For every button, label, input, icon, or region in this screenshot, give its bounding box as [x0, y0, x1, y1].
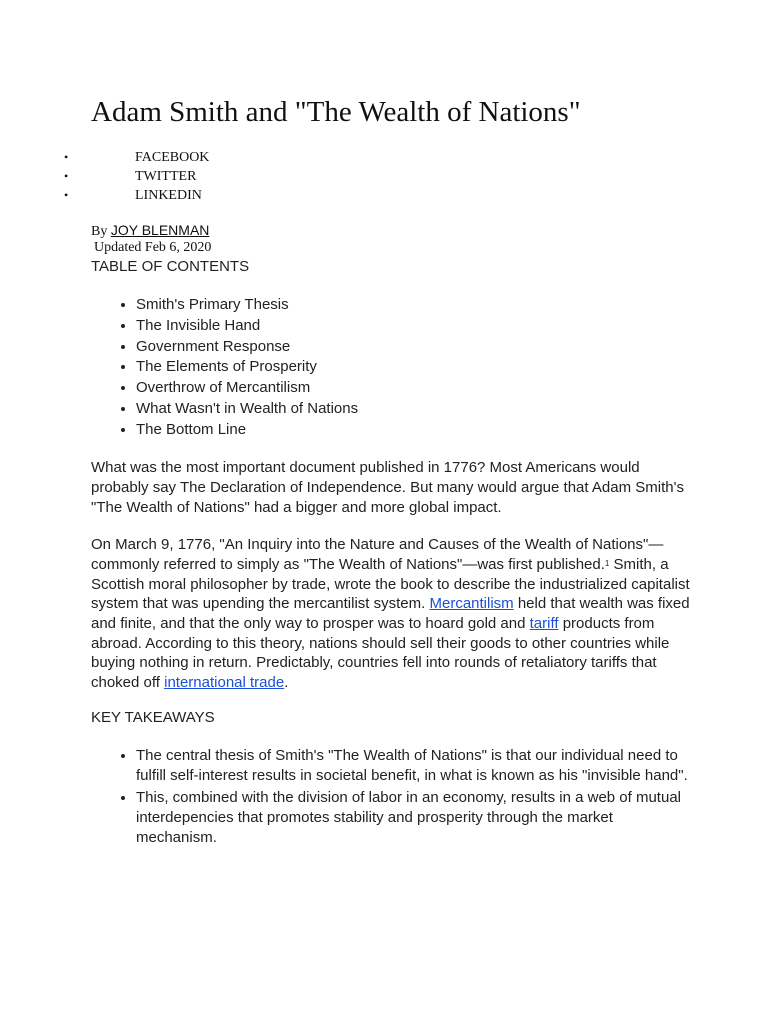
updated-date: Updated Feb 6, 2020 [94, 240, 212, 255]
key-takeaways-heading: KEY TAKEAWAYS [91, 709, 215, 727]
bullet-icon: • [64, 169, 69, 183]
article-title: Adam Smith and "The Wealth of Nations" [91, 96, 581, 128]
text-run: On March 9, 1776, "An Inquiry into the Nature and Causes of the Wealth of Nations"—commonly referred to simply as "The Wealth of Nations"—was first published. [91, 535, 664, 574]
toc-item[interactable]: • What Wasn't in Wealth of Nations [136, 399, 691, 420]
linkedin-share-link[interactable]: LINKEDIN [135, 188, 202, 203]
tariff-link[interactable]: tariff [529, 614, 559, 632]
toc-item[interactable]: • Government Response [136, 337, 691, 358]
footnote-marker: 1 [604, 559, 610, 569]
mercantilism-link[interactable]: Mercantilism [429, 595, 514, 613]
social-share-list [0, 148, 400, 205]
table-of-contents [91, 295, 691, 441]
social-item-twitter [0, 167, 400, 186]
author-link[interactable]: JOY BLENMAN [110, 222, 210, 238]
toc-item[interactable]: • Overthrow of Mercantilism [136, 378, 691, 399]
text-run: products from abroad. According to this theory, nations should sell their goods to other countries while buying nothing in return. Predictably, countries fell into rounds of retaliatory tariffs that choked off [91, 614, 670, 691]
toc-item[interactable]: • The Elements of Prosperity [136, 357, 691, 378]
by-label: By [91, 224, 108, 239]
key-takeaway-item: • The central thesis of Smith's "The Wealth of Nations" is that our individual need to fulfill self-interest results in societal benefit, in what is known as his "invisible hand". [136, 746, 691, 786]
article-body [91, 257, 691, 849]
bullet-icon: • [64, 150, 69, 164]
key-takeaway-item: • This, combined with the division of labor in an economy, results in a web of mutual interdepencies that promotes stability and prosperity through the market mechanism. [136, 788, 691, 847]
text-run: Smith, a Scottish moral philosopher by trade, wrote the book to describe the industrialized capitalist system that was upending the mercantilist system. [91, 556, 690, 613]
international-trade-link[interactable]: international trade [164, 673, 285, 691]
bullet-icon: • [64, 188, 69, 202]
twitter-share-link[interactable]: TWITTER [135, 169, 197, 184]
text-run: held that wealth was fixed and finite, and that the only way to prosper was to hoard gold and [91, 595, 690, 632]
toc-heading: TABLE OF CONTENTS [91, 258, 250, 275]
byline [91, 221, 209, 241]
history-paragraph [91, 535, 691, 693]
social-item-linkedin [0, 186, 400, 205]
toc-item[interactable]: • Smith's Primary Thesis [136, 295, 691, 316]
text-run: . [284, 673, 289, 691]
facebook-share-link[interactable]: FACEBOOK [135, 150, 210, 165]
social-item-facebook [0, 148, 400, 167]
toc-item[interactable]: • The Invisible Hand [136, 316, 691, 337]
toc-item[interactable]: • The Bottom Line [136, 420, 691, 441]
intro-paragraph: What was the most important document published in 1776? Most Americans would probably say The Declaration of Independence. But many would argue that Adam Smith's "The Wealth of Nations" had a bigger and more global impact. [91, 458, 684, 516]
key-takeaways-list [91, 746, 691, 847]
